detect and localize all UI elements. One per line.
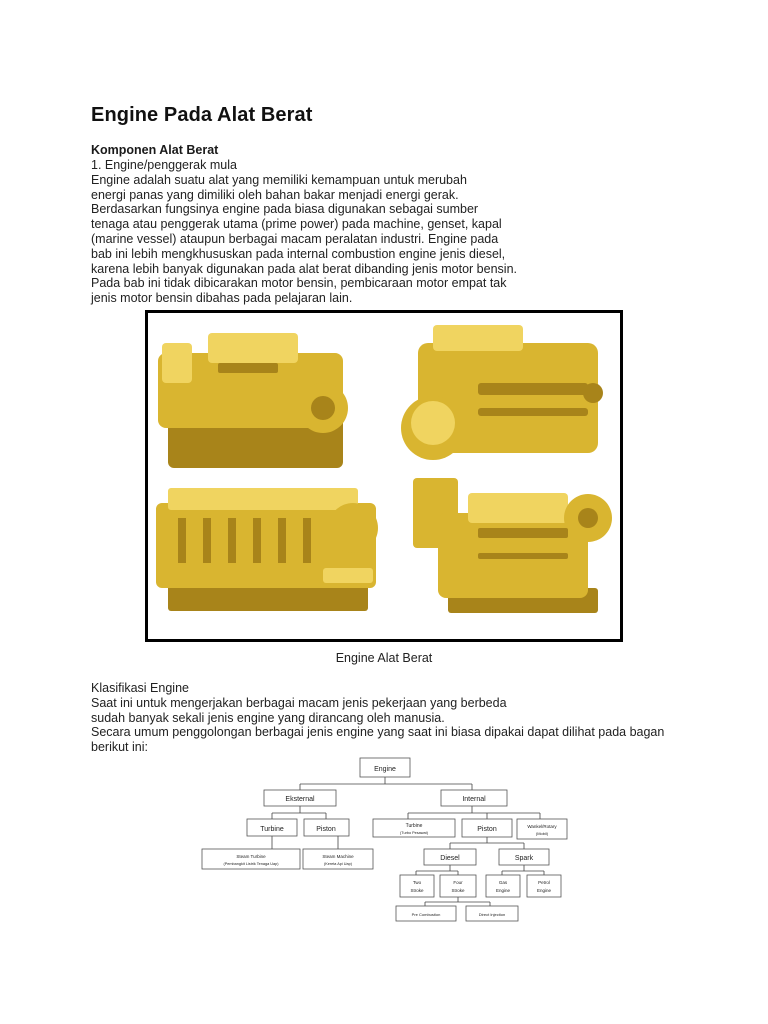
- node-four-stroke-label: Four: [453, 880, 463, 885]
- node-petrol-engine-label-2: Engine: [536, 888, 552, 893]
- paragraph-line: Pada bab ini tidak dibicarakan motor bensin, pembicaraan motor empat tak: [91, 276, 507, 291]
- node-ext-piston-label: Piston: [316, 826, 336, 833]
- paragraph-line: energi panas yang dimiliki oleh bahan bakar menjadi energi gerak.: [91, 187, 459, 202]
- node-spark-label: Spark: [514, 855, 534, 862]
- node-wankel-label: Wankel/Rotary: [527, 824, 557, 829]
- paragraph-line: 1. Engine/penggerak mula: [91, 158, 237, 172]
- paragraph-line: (marine vessel) ataupun berbagai macam peralatan industri. Engine pada: [91, 231, 499, 246]
- node-int-turbine-sub: (Turbo Pesawat): [400, 831, 428, 835]
- node-eksternal-label: Eksternal: [285, 796, 315, 803]
- engine-photo-top-left: [158, 333, 348, 468]
- node-gas-engine-label: Gas: [498, 880, 508, 885]
- node-four-stroke: [440, 875, 476, 897]
- node-steam-machine-label: Steam Machine: [322, 854, 354, 859]
- node-internal-label: Internal: [462, 796, 486, 803]
- node-steam-turbine-sub: (Pembangkit Listrik Tenaga Uap): [223, 862, 279, 866]
- engine-photo-top-right: [401, 325, 603, 460]
- node-four-stroke-label-2: Stroke: [451, 888, 465, 893]
- paragraph-line: bab ini lebih mengkhususkan pada internal combustion engine jenis diesel,: [91, 246, 506, 261]
- node-engine-label: Engine: [374, 766, 396, 773]
- node-int-turbine-label: Turbine: [405, 823, 423, 829]
- paragraph-line: Berdasarkan fungsinya engine pada biasa digunakan sebagai sumber: [91, 202, 479, 217]
- engine-figure: [145, 310, 623, 642]
- node-gas-engine-label-2: Engine: [495, 888, 511, 893]
- node-steam-machine: [303, 849, 373, 869]
- paragraph-line: berikut ini:: [91, 740, 148, 755]
- node-wankel: [517, 819, 567, 839]
- node-steam-machine-sub: (Kereta Api Uap): [323, 862, 353, 866]
- paragraph-line: jenis motor bensin dibahas pada pelajaran lain.: [91, 291, 353, 306]
- node-two-stroke-label: Two: [412, 880, 422, 885]
- node-wankel-sub: (Mobil): [535, 831, 549, 836]
- engine-classification-diagram: [190, 755, 670, 930]
- paragraph-engine-definition: [91, 158, 517, 306]
- node-petrol-engine: [527, 875, 561, 897]
- node-steam-turbine-label: Steam Turbine: [236, 854, 266, 859]
- engine-photo-bottom-right: [413, 478, 612, 613]
- paragraph-line: Engine adalah suatu alat yang memiliki kemampuan untuk merubah: [91, 172, 467, 187]
- node-diesel-label: Diesel: [440, 855, 460, 862]
- figure-caption: Engine Alat Berat: [335, 651, 433, 665]
- engine-photos: [148, 313, 620, 639]
- paragraph-line: sudah banyak sekali jenis engine yang dirancang oleh manusia.: [91, 710, 445, 725]
- paragraph-line: tenaga atau penggerak utama (prime power) pada machine, genset, kapal: [91, 217, 502, 232]
- page-title: Engine Pada Alat Berat: [91, 104, 313, 126]
- subsection-heading: Klasifikasi Engine: [91, 681, 189, 695]
- node-gas-engine: [486, 875, 520, 897]
- node-steam-turbine: [202, 849, 300, 869]
- node-int-piston-label: Piston: [477, 826, 497, 833]
- paragraph-line: Secara umum penggolongan berbagai jenis engine yang saat ini biasa dipakai dapat dilihat pada bagan: [91, 725, 665, 740]
- node-petrol-engine-label: Petrol: [538, 880, 550, 885]
- paragraph-line: Saat ini untuk mengerjakan berbagai macam jenis pekerjaan yang berbeda: [91, 695, 507, 710]
- node-pre-combustion-label: Pre Combustion: [411, 912, 441, 917]
- paragraph-line: karena lebih banyak digunakan pada alat berat dibanding jenis motor bensin.: [91, 261, 517, 276]
- node-two-stroke: [400, 875, 434, 897]
- node-ext-turbine-label: Turbine: [260, 826, 284, 833]
- paragraph-engine-classification: [91, 681, 664, 755]
- section-heading: Komponen Alat Berat: [91, 143, 219, 157]
- engine-photo-bottom-left: [156, 488, 378, 611]
- node-two-stroke-label-2: Stroke: [410, 888, 424, 893]
- node-direct-injection-label: Direct Injection: [478, 912, 506, 917]
